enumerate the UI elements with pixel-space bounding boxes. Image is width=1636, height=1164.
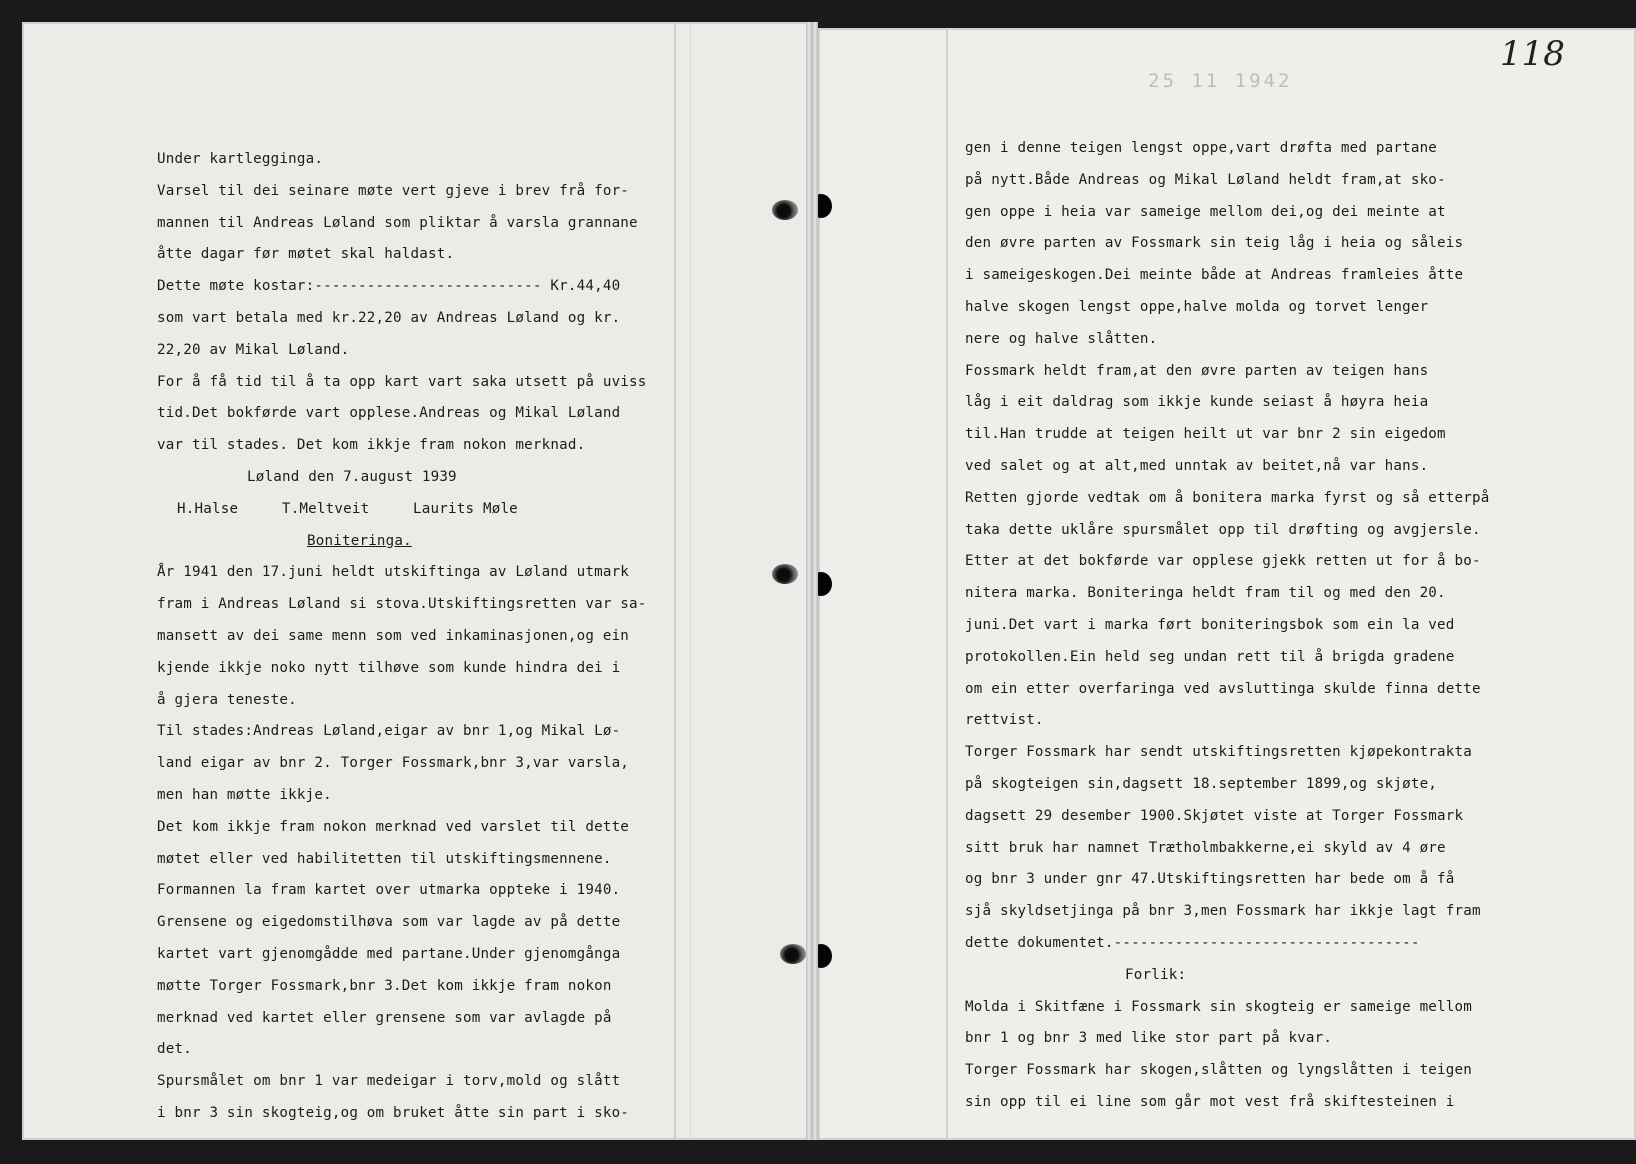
text-line: nitera marka. Boniteringa heldt fram til og med den 20.: [965, 585, 1446, 602]
section-heading: Boniteringa.: [307, 532, 412, 549]
text-line: dette dokumentet.-----------------------------------: [965, 934, 1420, 951]
text-line: Dette møte kostar:-------------------------- Kr.44,40: [157, 278, 621, 295]
text-line: mannen til Andreas Løland som pliktar å varsla grannane: [157, 214, 638, 231]
text-line: For å få tid til å ta opp kart vart saka utsett på uviss: [157, 373, 647, 390]
text-line: Torger Fossmark har sendt utskiftingsretten kjøpekontrakta: [965, 744, 1473, 761]
text-line: til.Han trudde at teigen heilt ut var bnr 2 sin eigedom: [965, 426, 1446, 443]
text-line: Etter at det bokførde var opplese gjekk retten ut for å bo-: [965, 553, 1481, 570]
text-line: å gjera teneste.: [157, 691, 297, 708]
text-line: dagsett 29 desember 1900.Skjøtet viste at Torger Fossmark: [965, 807, 1464, 824]
punch-hole: [772, 200, 798, 220]
text-line: om ein etter overfaringa ved avsluttinga skulde finna dette: [965, 680, 1481, 697]
place-date: Løland den 7.august 1939: [247, 468, 457, 485]
left-margin-rule-secondary: [690, 22, 691, 1140]
text-line: Under kartlegginga.: [157, 151, 324, 167]
punch-hole: [818, 572, 832, 596]
text-line: protokollen.Ein held seg undan rett til å brigda gradene: [965, 648, 1455, 665]
text-line: låg i eit daldrag som ikkje kunde seiast å høyra heia: [965, 394, 1429, 411]
text-line: merknad ved kartet eller grensene som var avlagde på: [157, 1009, 612, 1026]
text-line: Spursmålet om bnr 1 var medeigar i torv,mold og slått: [157, 1073, 621, 1090]
text-line: gen oppe i heia var sameige mellom dei,og dei meinte at: [965, 203, 1446, 220]
text-line: halve skogen lengst oppe,halve molda og torvet lenger: [965, 298, 1429, 315]
text-line: i sameigeskogen.Dei meinte både at Andreas framleies åtte: [965, 267, 1464, 284]
text-line: i bnr 3 sin skogteig,og om bruket åtte sin part i sko-: [157, 1104, 630, 1121]
text-line: ved salet og at alt,med unntak av beitet,nå var hans.: [965, 457, 1429, 474]
text-line: Formannen la fram kartet over utmarka oppteke i 1940.: [157, 882, 621, 899]
right-document-page: [818, 28, 1636, 1140]
text-line: Fossmark heldt fram,at den øvre parten av teigen hans: [965, 362, 1429, 379]
text-line: den øvre parten av Fossmark sin teig låg i heia og såleis: [965, 235, 1464, 252]
text-line: var til stades. Det kom ikkje fram nokon merknad.: [157, 437, 586, 454]
text-line: juni.Det vart i marka ført boniteringsbok som ein la ved: [965, 616, 1455, 633]
text-line: Varsel til dei seinare møte vert gjeve i brev frå for-: [157, 182, 630, 199]
section-heading-line: [157, 526, 647, 558]
punch-hole: [772, 564, 798, 584]
text-line: tid.Det bokførde vart opplese.Andreas og Mikal Løland: [157, 405, 621, 422]
punch-hole: [818, 194, 832, 218]
text-line: rettvist.: [965, 712, 1044, 729]
text-line: Grensene og eigedomstilhøva som var lagde av på dette: [157, 914, 621, 931]
text-line: møtte Torger Fossmark,bnr 3.Det kom ikkje fram nokon: [157, 977, 612, 994]
text-line: og bnr 3 under gnr 47.Utskiftingsretten har bede om å få: [965, 871, 1455, 888]
text-line: Retten gjorde vedtak om å bonitera marka fyrst og så etterpå: [965, 489, 1490, 506]
text-line: taka dette uklåre spursmålet opp til drøfting og avgjersle.: [965, 521, 1481, 538]
folio-number: 118: [1500, 34, 1565, 74]
text-line: men han møtte ikkje.: [157, 786, 332, 803]
text-line: på nytt.Både Andreas og Mikal Løland heldt fram,at sko-: [965, 171, 1446, 188]
page-stack-edge: [806, 22, 818, 1140]
stamp-date: 25 11 1942: [1148, 70, 1293, 92]
text-line: kartet vart gjenomgådde med partane.Under gjenomgånga: [157, 945, 621, 962]
forlik-heading: Forlik:: [1125, 966, 1187, 983]
text-line: som vart betala med kr.22,20 av Andreas Løland og kr.: [157, 309, 621, 326]
text-line: nere og halve slåtten.: [965, 330, 1158, 347]
text-line: kjende ikkje noko nytt tilhøve som kunde hindra dei i: [157, 659, 621, 676]
text-line: sjå skyldsetjinga på bnr 3,men Fossmark har ikkje lagt fram: [965, 903, 1481, 920]
punch-hole: [780, 944, 806, 964]
left-margin-rule: [674, 22, 676, 1140]
left-document-page: [22, 22, 817, 1140]
text-line: det.: [157, 1041, 192, 1058]
text-line: fram i Andreas Løland si stova.Utskiftingsretten var sa-: [157, 596, 647, 613]
text-line: åtte dagar før møtet skal haldast.: [157, 246, 455, 263]
signatures: H.Halse T.Meltveit Laurits Møle: [177, 500, 518, 517]
text-line: sin opp til ei line som går mot vest frå skiftesteinen i: [965, 1093, 1455, 1110]
punch-hole: [818, 944, 832, 968]
text-line: Det kom ikkje fram nokon merknad ved varslet til dette: [157, 818, 630, 835]
text-line: År 1941 den 17.juni heldt utskiftinga av Løland utmark: [157, 564, 630, 581]
text-line: på skogteigen sin,dagsett 18.september 1899,og skjøte,: [965, 775, 1438, 792]
right-margin-rule: [946, 28, 948, 1140]
text-line: Torger Fossmark har skogen,slåtten og lyngslåtten i teigen: [965, 1062, 1473, 1079]
text-line: sitt bruk har namnet Trætholmbakkerne,ei skyld av 4 øre: [965, 839, 1446, 856]
text-line: møtet eller ved habilitetten til utskiftingsmennene.: [157, 850, 612, 867]
text-line: land eigar av bnr 2. Torger Fossmark,bnr 3,var varsla,: [157, 755, 630, 772]
right-page-text: [965, 133, 1490, 1119]
text-line: Molda i Skitfæne i Fossmark sin skogteig er sameige mellom: [965, 998, 1473, 1015]
text-line: bnr 1 og bnr 3 med like stor part på kvar.: [965, 1030, 1333, 1047]
text-line: 22,20 av Mikal Løland.: [157, 341, 350, 358]
text-line: mansett av dei same menn som ved inkaminasjonen,og ein: [157, 627, 630, 644]
text-line: Til stades:Andreas Løland,eigar av bnr 1,og Mikal Lø-: [157, 723, 621, 740]
text-line: gen i denne teigen lengst oppe,vart drøfta med partane: [965, 140, 1438, 156]
left-page-text: [157, 144, 647, 1130]
